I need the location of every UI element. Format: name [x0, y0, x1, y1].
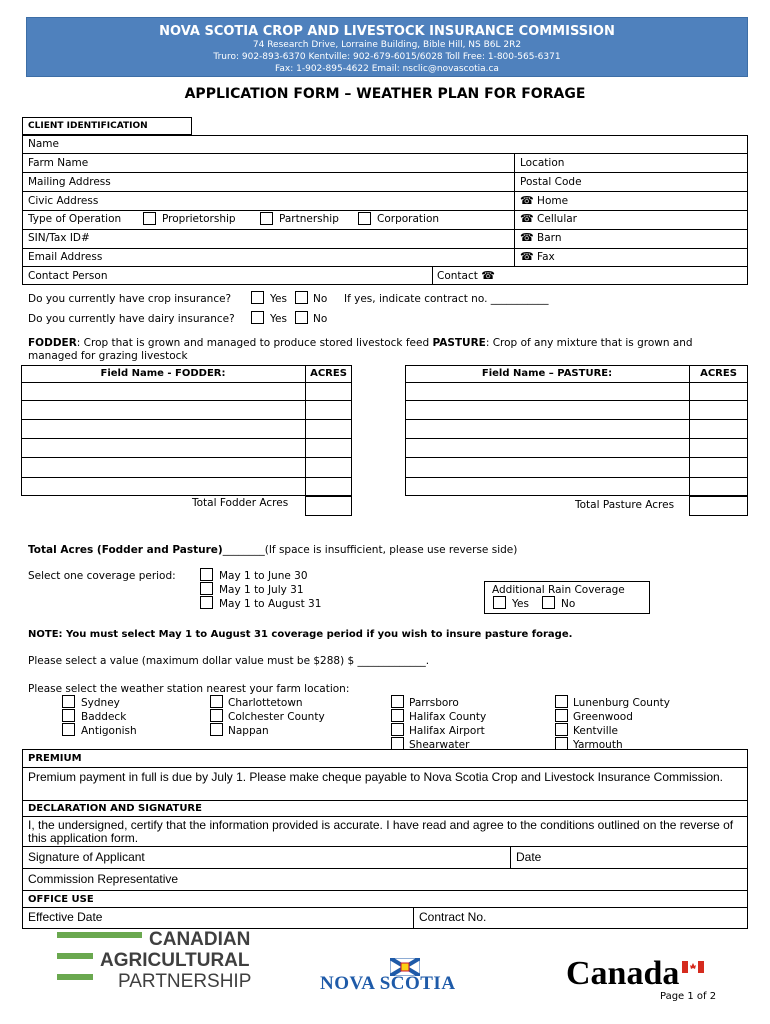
type-of-operation-label: Type of Operation: [28, 213, 122, 225]
coverage-august-label: May 1 to August 31: [219, 598, 322, 610]
dollar-value-field[interactable]: Please select a value (maximum dollar value must be $288) $ _____________.: [28, 655, 430, 667]
station-label: Halifax Airport: [409, 725, 485, 737]
station-checkbox[interactable]: [210, 709, 223, 722]
name-field[interactable]: Name: [28, 138, 59, 150]
signature-field[interactable]: Signature of Applicant: [28, 850, 145, 864]
home-phone-field[interactable]: ☎ Home: [520, 194, 569, 207]
dairy-no-label: No: [313, 313, 328, 325]
total-pasture-acres-label: Total Pasture Acres: [575, 499, 675, 511]
address-line: 74 Research Drive, Lorraine Building, Bible Hill, NS B6L 2R2: [252, 40, 522, 50]
premium-text: Premium payment in full is due by July 1. Please make cheque payable to Nova Scotia Crop and Livestock Insurance Commission.: [28, 770, 724, 784]
station-label: Sydney: [81, 697, 120, 709]
contact-person-field[interactable]: Contact Person: [28, 270, 108, 282]
contact-phone-field[interactable]: Contact ☎: [437, 269, 495, 282]
declaration-title: DECLARATION AND SIGNATURE: [28, 803, 202, 814]
canada-flag-icon: [682, 961, 704, 973]
crop-insurance-no-checkbox[interactable]: [295, 291, 308, 304]
crop-yes-label: Yes: [270, 293, 287, 305]
station-checkbox[interactable]: [62, 709, 75, 722]
station-label: Lunenburg County: [573, 697, 670, 709]
canada-wordmark-logo: [566, 955, 726, 995]
rain-yes-checkbox[interactable]: [493, 596, 506, 609]
proprietorship-checkbox[interactable]: [143, 212, 156, 225]
barn-phone-field[interactable]: ☎ Barn: [520, 231, 562, 244]
corporation-label: Corporation: [377, 213, 440, 225]
premium-title: PREMIUM: [28, 753, 82, 764]
crop-no-label: No: [313, 293, 328, 305]
station-checkbox[interactable]: [391, 709, 404, 722]
fax-field[interactable]: ☎ Fax: [520, 250, 555, 263]
fax-email-line: Fax: 1-902-895-4622 Email: nsclic@novascotia.ca: [275, 64, 499, 74]
commission-representative-field[interactable]: Commission Representative: [28, 872, 179, 886]
cellular-field[interactable]: ☎ Cellular: [520, 212, 577, 225]
nova-scotia-wordmark: NOVA SCOTIA: [320, 973, 456, 994]
proprietorship-label: Proprietorship: [162, 213, 236, 225]
station-label: Yarmouth: [573, 739, 623, 751]
rain-coverage-title: Additional Rain Coverage: [492, 584, 625, 596]
phone-icon: ☎: [520, 250, 534, 263]
phone-line: Truro: 902-893-6370 Kentville: 902-679-6015/6028 Toll Free: 1-800-565-6371: [213, 52, 561, 62]
office-use-title: OFFICE USE: [28, 894, 94, 905]
rain-no-checkbox[interactable]: [542, 596, 555, 609]
canadian-agricultural-partnership-logo: [57, 931, 257, 991]
station-label: Kentville: [573, 725, 619, 737]
station-label: Greenwood: [573, 711, 633, 723]
crop-insurance-question: Do you currently have crop insurance?: [28, 293, 232, 305]
coverage-period-label: Select one coverage period:: [28, 570, 176, 582]
phone-icon: ☎: [481, 269, 495, 282]
station-checkbox[interactable]: [555, 709, 568, 722]
page-number: Page 1 of 2: [660, 991, 717, 1002]
crop-insurance-yes-checkbox[interactable]: [251, 291, 264, 304]
dairy-insurance-question: Do you currently have dairy insurance?: [28, 313, 235, 325]
dairy-yes-label: Yes: [270, 313, 287, 325]
station-checkbox[interactable]: [391, 695, 404, 708]
location-field[interactable]: Location: [520, 157, 565, 169]
contract-no-field[interactable]: Contract No.: [419, 910, 487, 924]
phone-icon: ☎: [520, 231, 534, 244]
coverage-june-checkbox[interactable]: [200, 568, 213, 581]
station-label: Halifax County: [409, 711, 487, 723]
station-label: Baddeck: [81, 711, 127, 723]
cap-line-1: CANADIAN: [149, 929, 251, 950]
station-label: Colchester County: [228, 711, 325, 723]
email-address-field[interactable]: Email Address: [28, 251, 103, 263]
fodder-acres-header: ACRES: [310, 368, 347, 379]
mailing-address-field[interactable]: Mailing Address: [28, 176, 111, 188]
sin-tax-id-field[interactable]: SIN/Tax ID#: [28, 232, 90, 244]
coverage-june-label: May 1 to June 30: [219, 570, 308, 582]
cap-line-3: PARTNERSHIP: [118, 971, 252, 992]
coverage-august-checkbox[interactable]: [200, 596, 213, 609]
fodder-pasture-definitions: FODDER: Crop that is grown and managed to produce stored livestock feed PASTURE: Crop of any mixture that is grown and managed for grazing livestock: [28, 337, 693, 362]
station-checkbox[interactable]: [391, 723, 404, 736]
form-title: APPLICATION FORM – WEATHER PLAN FOR FORAGE: [184, 86, 586, 102]
canada-wordmark: Canada: [566, 955, 680, 992]
farm-name-field[interactable]: Farm Name: [28, 157, 89, 169]
rain-yes-label: Yes: [512, 598, 529, 610]
weather-station-prompt: Please select the weather station nearest your farm location:: [28, 683, 350, 695]
pasture-acres-header: ACRES: [700, 368, 737, 379]
nova-scotia-logo: [320, 958, 480, 994]
station-checkbox[interactable]: [555, 695, 568, 708]
dairy-insurance-no-checkbox[interactable]: [295, 311, 308, 324]
date-field[interactable]: Date: [516, 850, 542, 864]
rain-no-label: No: [561, 598, 576, 610]
station-label: Charlottetown: [228, 697, 303, 709]
station-label: Nappan: [228, 725, 269, 737]
client-identification-title: CLIENT IDENTIFICATION: [28, 121, 148, 131]
coverage-july-checkbox[interactable]: [200, 582, 213, 595]
partnership-label: Partnership: [279, 213, 339, 225]
org-name: NOVA SCOTIA CROP AND LIVESTOCK INSURANCE COMMISSION: [159, 24, 615, 39]
civic-address-field[interactable]: Civic Address: [28, 195, 99, 207]
total-fodder-acres-box[interactable]: [305, 496, 352, 516]
total-pasture-acres-box[interactable]: [689, 496, 748, 516]
effective-date-field[interactable]: Effective Date: [28, 910, 103, 924]
station-label: Shearwater: [409, 739, 470, 751]
station-checkbox[interactable]: [62, 695, 75, 708]
total-acres-line[interactable]: Total Acres (Fodder and Pasture)________(If space is insufficient, please use reverse side): [28, 544, 518, 556]
fodder-field-name-header: Field Name - FODDER:: [100, 368, 226, 379]
station-checkbox[interactable]: [555, 723, 568, 736]
cap-line-2: AGRICULTURAL: [100, 950, 250, 971]
pasture-field-name-header: Field Name – PASTURE:: [481, 368, 613, 379]
coverage-note: NOTE: You must select May 1 to August 31 coverage period if you wish to insure pasture forage.: [28, 629, 573, 640]
total-fodder-acres-label: Total Fodder Acres: [192, 497, 289, 509]
phone-icon: ☎: [520, 194, 534, 207]
header-banner: [26, 17, 748, 77]
partnership-checkbox[interactable]: [260, 212, 273, 225]
declaration-text: I, the undersigned, certify that the information provided is accurate. I have read and agree to the conditions outlined on the reverse of this application form.: [28, 818, 734, 845]
station-label: Antigonish: [81, 725, 137, 737]
contract-number-field[interactable]: If yes, indicate contract no. ___________: [344, 293, 549, 305]
dairy-insurance-yes-checkbox[interactable]: [251, 311, 264, 324]
postal-code-field[interactable]: Postal Code: [520, 176, 582, 188]
station-checkbox[interactable]: [210, 723, 223, 736]
station-checkbox[interactable]: [210, 695, 223, 708]
station-checkbox[interactable]: [62, 723, 75, 736]
corporation-checkbox[interactable]: [358, 212, 371, 225]
station-label: Parrsboro: [409, 697, 459, 709]
coverage-july-label: May 1 to July 31: [219, 584, 304, 596]
phone-icon: ☎: [520, 212, 534, 225]
